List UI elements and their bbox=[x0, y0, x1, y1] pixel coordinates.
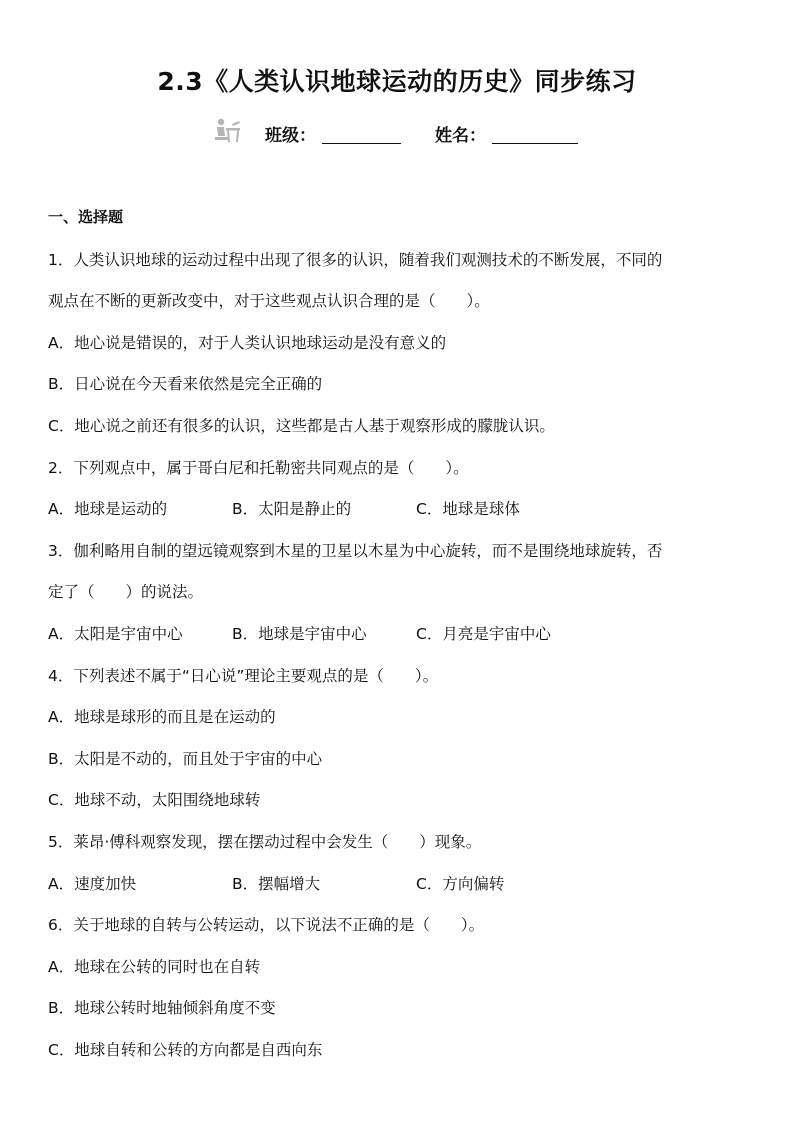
student-desk-icon bbox=[212, 118, 246, 144]
class-label: 班级： bbox=[265, 126, 316, 146]
question-6-option-b: B．地球公转时地轴倾斜角度不变 bbox=[48, 999, 276, 1017]
question-3-option-a: A．太阳是宇宙中心 bbox=[48, 625, 183, 643]
question-5-option-c: C．方向偏转 bbox=[416, 875, 505, 893]
question-1-option-c: C．地心说之前还有很多的认识，这些都是古人基于观察形成的朦胧认识。 bbox=[48, 417, 555, 435]
question-3-stem-cont: 定了（ ）的说法。 bbox=[48, 583, 204, 601]
class-field[interactable] bbox=[322, 143, 401, 144]
question-6-option-a: A．地球在公转的同时也在自转 bbox=[48, 958, 261, 976]
question-6-stem: 6．关于地球的自转与公转运动，以下说法不正确的是（ ）。 bbox=[48, 916, 485, 934]
question-1-stem-cont: 观点在不断的更新改变中，对于这些观点认识合理的是（ ）。 bbox=[48, 292, 490, 310]
question-2-option-c: C．地球是球体 bbox=[416, 500, 520, 518]
section-heading: 一、选择题 bbox=[48, 208, 124, 226]
question-2-stem: 2．下列观点中，属于哥白尼和托勒密共同观点的是（ ）。 bbox=[48, 459, 469, 477]
name-label: 姓名： bbox=[435, 126, 486, 146]
question-6-option-c: C．地球自转和公转的方向都是自西向东 bbox=[48, 1041, 323, 1059]
question-4-option-a: A．地球是球形的而且是在运动的 bbox=[48, 708, 276, 726]
question-5-option-a: A．速度加快 bbox=[48, 875, 137, 893]
question-4-stem: 4．下列表述不属于“日心说”理论主要观点的是（ ）。 bbox=[48, 667, 439, 685]
question-4-option-c: C．地球不动，太阳围绕地球转 bbox=[48, 791, 261, 809]
question-2-option-b: B．太阳是静止的 bbox=[232, 500, 352, 518]
question-1-option-b: B．日心说在今天看来依然是完全正确的 bbox=[48, 375, 323, 393]
name-field[interactable] bbox=[492, 143, 578, 144]
question-5-stem: 5．莱昂·傅科观察发现，摆在摆动过程中会发生（ ）现象。 bbox=[48, 833, 482, 851]
question-1-option-a: A．地心说是错误的，对于人类认识地球运动是没有意义的 bbox=[48, 334, 447, 352]
question-4-option-b: B．太阳是不动的，而且处于宇宙的中心 bbox=[48, 750, 323, 768]
student-info-row bbox=[0, 118, 794, 148]
question-3-option-b: B．地球是宇宙中心 bbox=[232, 625, 367, 643]
question-2-option-a: A．地球是运动的 bbox=[48, 500, 168, 518]
question-1-stem: 1．人类认识地球的运动过程中出现了很多的认识，随着我们观测技术的不断发展，不同的 bbox=[48, 251, 663, 269]
page-title: 2.3《人类认识地球运动的历史》同步练习 bbox=[157, 67, 637, 96]
question-3-option-c: C．月亮是宇宙中心 bbox=[416, 625, 551, 643]
question-3-stem: 3．伽利略用自制的望远镜观察到木星的卫星以木星为中心旋转，而不是围绕地球旋转，否 bbox=[48, 542, 663, 560]
question-5-option-b: B．摆幅增大 bbox=[232, 875, 321, 893]
